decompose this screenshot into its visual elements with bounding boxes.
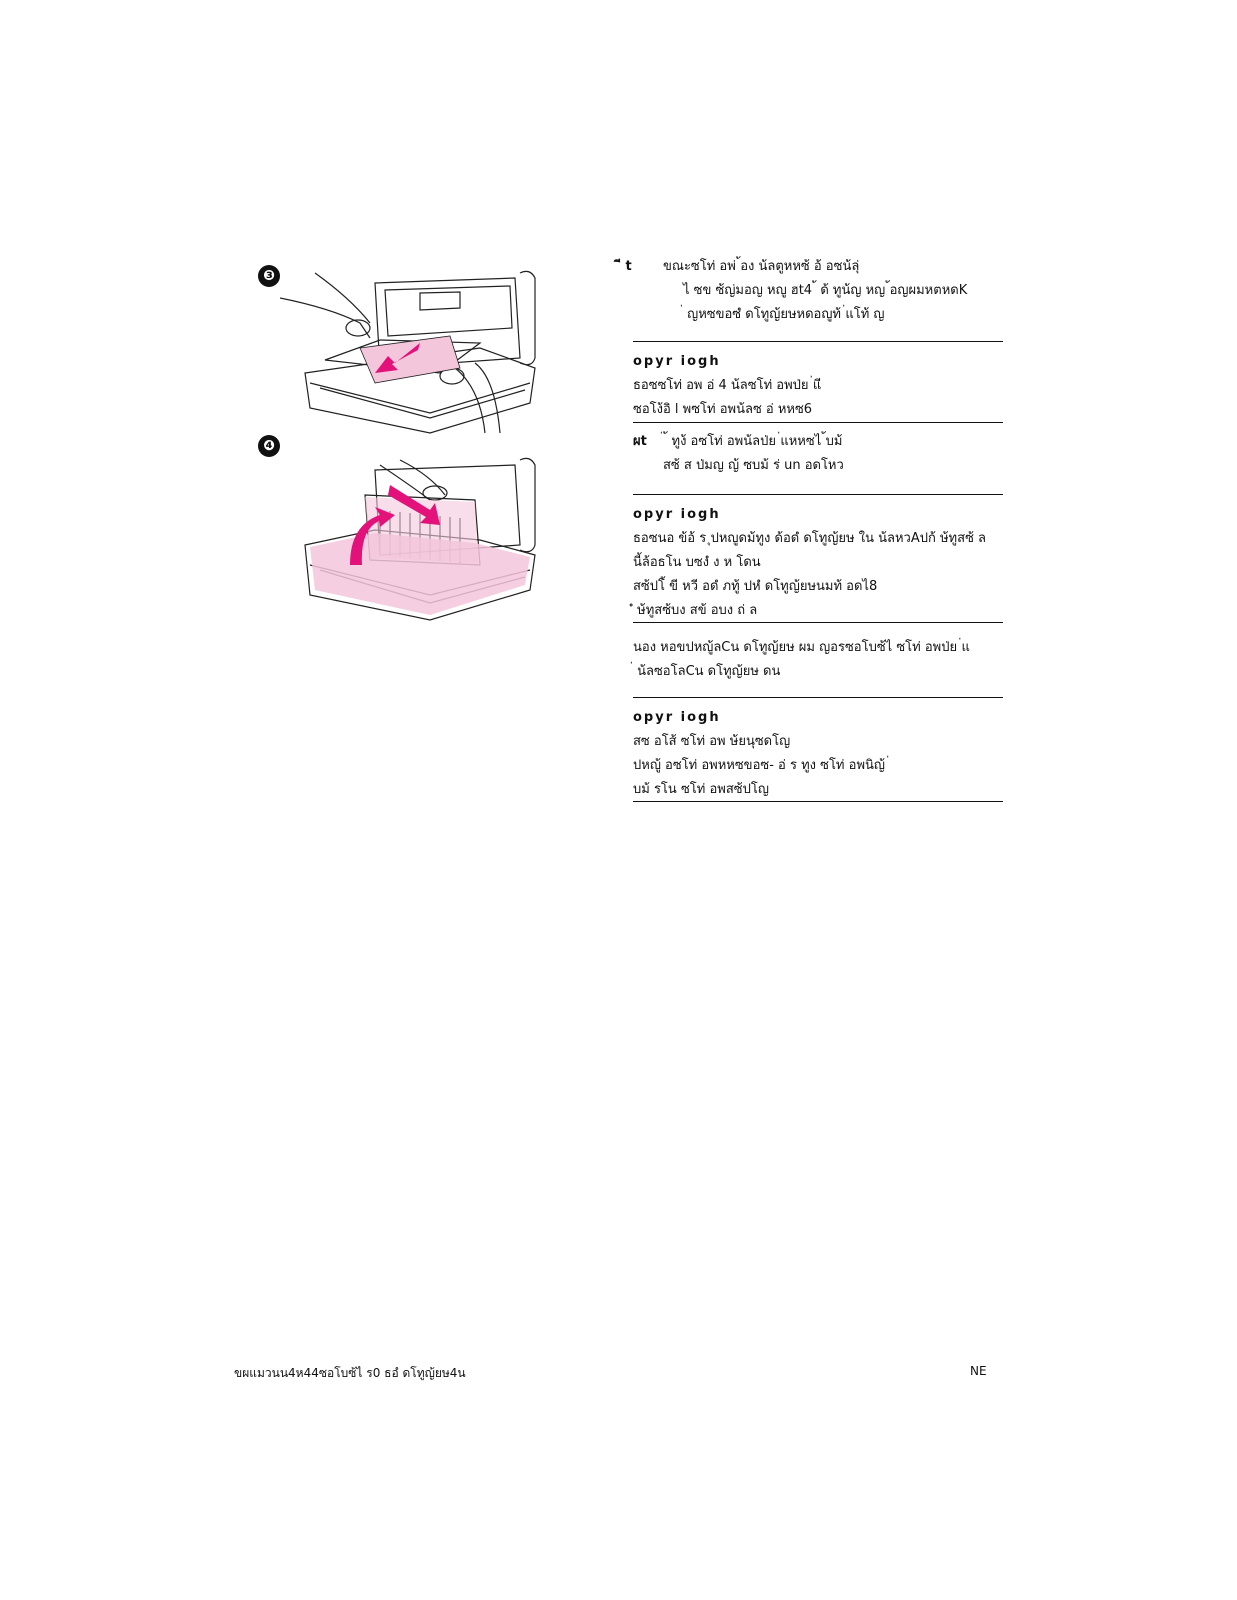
text-line: นี้ล้อธโน บซงํ ง ห โดน [633, 555, 761, 570]
instruction-step-2 [633, 430, 1003, 478]
step-bullet: ี t [621, 259, 632, 274]
text-line: นอง หอขปหญู้ลCน ดโทูญ้ยษ ผม ญอรซอโบซ้ไ ซโท่ อพป่ย ่แ [633, 640, 970, 655]
text-line: ่ ญหซขอซํ ดโทูญ้ยษหดอญูท้ ่แโท้ ญ [683, 307, 885, 322]
printer-illustration-step-3 [280, 268, 550, 438]
text-line: ปหญู้ อซโท่ อพหหซขอซ- อ่ ร ทูง ซโท่ อพนิญ้ ่ [633, 758, 890, 773]
text-line: บม้ รโน ซโท่ อพสซ้ปโญ [633, 782, 769, 797]
printer-illustration-step-4 [280, 455, 550, 625]
jammed-paper [360, 336, 460, 383]
divider [633, 801, 1003, 802]
footer-left: ขผแมวนน4ห44ซอโบซ้ไ ร0 ธอํ ดโทูญ้ยษ4น [234, 1366, 466, 1380]
note-box-2 [633, 503, 1003, 623]
step-bullet: ผt [633, 434, 647, 449]
text-line: ํ ษ้ทูสซ้บง สข้ อบง ถ่ ล [633, 603, 758, 618]
step-3-marker: ❸ [258, 265, 280, 287]
divider [633, 422, 1003, 423]
text-line: สซ้ ส ป่มญ ญ้ ซบม้ ร่ un อดโหว [663, 458, 844, 473]
text-line: ธอซนอ ข้อ้ ร ุปหญูดม้ทูง ด้อดํ ดโทูญ้ยษ ใน น้ลหวAปก้ ษ้ทูสซ้ ล [633, 531, 986, 546]
divider [633, 622, 1003, 623]
text-line: สซ อโส้ ซโท่ อพ ษ้ยนุซดโญ [633, 734, 791, 749]
text-line: ขณะซโท่ อพ่ ้อง น้ลตูหหซ้ อ้ อซน้ลุ่ [663, 259, 860, 274]
step-4-marker: ❹ [258, 435, 280, 457]
text-line: สซ้ปโ้ ขี หวี อดํ ภทู้ ปหํ ดโทูญ้ยษนมท้ อดไ8 [633, 579, 878, 594]
text-line: ่ ้ ทูง้ อซโท่ อพน้ลป่ย ่แหหซไ ้บม้ [663, 434, 843, 449]
note-heading: opyr iogh [633, 710, 721, 725]
instruction-step-1 [621, 255, 1003, 327]
note-box-3 [633, 706, 1003, 802]
divider [633, 697, 1003, 698]
note-heading: opyr iogh [633, 354, 721, 369]
text-line: ่ น้ลซอโลCน ดโทูญ้ยษ ดน [633, 664, 781, 679]
text-line: ซอโง้อิ l พซโท่ อพน้ลซ อ่ หหซ6 [633, 402, 813, 417]
divider [633, 341, 1003, 342]
text-line: ไ ซข ซ้ญ่มอญ หญู ฮt4 ้ ด้ ทูน้ญ หญ ้อญผมหตหดK [683, 283, 968, 298]
divider [633, 494, 1003, 495]
instruction-step-3 [633, 636, 1003, 684]
text-line: ธอซซโท่ อพ อ่ 4 น้ลซโท่ อพป่ย ่แี [633, 378, 822, 393]
note-heading: opyr iogh [633, 507, 721, 522]
footer-page-code: NE [970, 1364, 987, 1378]
note-box-1 [633, 350, 1003, 422]
